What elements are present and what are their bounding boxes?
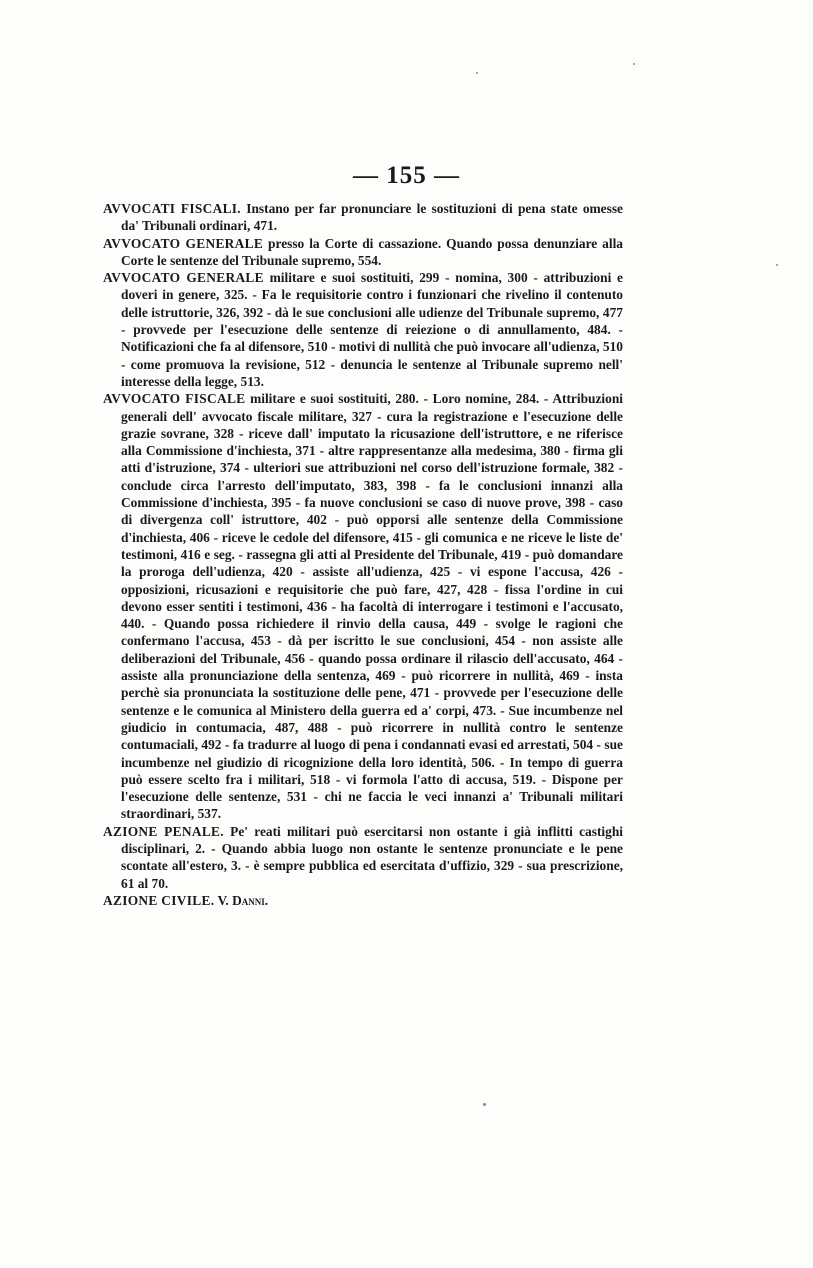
entry-cross-reference: Danni.: [232, 892, 269, 908]
paper-speck: [633, 63, 635, 65]
entry-headword: AVVOCATO FISCALE: [103, 391, 246, 407]
entry-text: militare e suoi sostituiti, 299 - nomina, 300 - attribuzioni e doveri in genere, 325. - Fa le requisitorie contro i funzionari che rivelino il contenuto delle istruttorie, 326, 392 - dà le sue conclusioni alle udienze del Tribunale supremo, 477 - provvede per l'esecuzione delle sentenze di reiezione o di annullamento, 484. - Notificazioni che fa al difensore, 510 - motivi di nullità che può invocare all'udienza, 510 - come promuova la revisione, 512 - denuncia le sentenze al Tribunale supremo nell' interesse della legge, 513.: [121, 270, 623, 389]
entry-headword: AVVOCATO GENERALE: [103, 270, 264, 286]
entry-text: militare e suoi sostituiti, 280. - Loro nomine, 284. - Attribuzioni generali dell' avvocato fiscale militare, 327 - cura la registrazione e l'esecuzione delle grazie sovrane, 328 - riceve dall' imputato la ricusazione dell'istruttore, e ne riferisce alla Commissione d'inchiesta, 371 - altre rappresentanze alla medesima, 380 - firma gli atti d'istruzione, 374 - ulteriori sue attribuzioni nel corso dell'istruzione formale, 382 - conclude circa l'arresto dell'imputato, 383, 398 - fa le conclusioni innanzi alla Commissione d'inchiesta, 395 - fa nuove conclusioni se caso di nuove prove, 398 - caso di divergenza coll' istruttore, 402 - può opporsi alle sentenze della Commissione d'inchiesta, 406 - riceve le cedole del difensore, 415 - gli comunica e ne riceve le liste de' testimoni, 416 e seg. - rassegna gli atti al Presidente del Tribunale, 419 - può domandare la proroga dell'udienza, 420 - assiste all'udienza, 425 - vi espone l'accusa, 426 - opposizioni, ricusazioni e requisitorie che può fare, 427, 428 - fissa l'ordine in cui devono esser sentiti i testimoni, 436 - ha facoltà di interrogare i testimoni e l'accusato, 440. - Quando possa richiedere il rinvio della causa, 449 - svolge le ragioni che confermano l'accusa, 453 - dà per iscritto le sue conclusioni, 454 - non assiste alle deliberazioni del Tribunale, 456 - quando possa ordinare il rilascio dell'accusato, 464 - assiste alla pronunciazione della sentenza, 469 - può ricorrere in nullità, 469 - insta perchè sia pronunciata la sostituzione delle pene, 471 - provvede per l'esecuzione delle sentenze e le comunica al Ministero della guerra ed a' corpi, 473. - Sue incumbenze nel giudicio in contumacia, 487, 488 - può ricorrere in nullità contro le sentenze contumaciali, 492 - fa tradurre al luogo di pena i condannati evasi ed arrestati, 504 - sue incumbenze nel giudizio di ricognizione della loro identità, 506. - In tempo di guerra può essere scelto fra i militari, 518 - vi formola l'atto di accusa, 519. - Dispone per l'esecuzione delle sentenze, 531 - chi ne faccia le veci innanzi a' Tribunali militari straordinari, 537.: [121, 391, 623, 822]
entry-headword: AVVOCATO GENERALE: [103, 235, 264, 251]
entry-headword: AZIONE PENALE.: [103, 823, 224, 839]
index-entry-avvocato-fiscale: [103, 390, 623, 822]
entry-text: V.: [214, 892, 233, 908]
paper-speck: [483, 1103, 486, 1106]
entry-text: presso la Corte di cassazione. Quando possa denunziare alla Corte le sentenze del Tribunale supremo, 554.: [121, 235, 623, 268]
page-number: — 155 —: [353, 162, 460, 189]
entry-headword: AZIONE CIVILE.: [103, 892, 215, 908]
index-entries: [103, 200, 623, 909]
index-entry-azione-penale: [103, 823, 623, 892]
index-entry-avvocato-generale-cassazione: [103, 235, 623, 270]
index-entry-azione-civile: [103, 892, 623, 909]
entry-text: Instano per far pronunciare le sostituzioni di pena state omesse da' Tribunali ordinari, 471.: [121, 201, 623, 234]
paper-speck: [776, 264, 778, 266]
index-entry-avvocato-generale-militare: [103, 269, 623, 390]
entry-headword: AVVOCATI FISCALI.: [103, 201, 241, 216]
paper-speck: [476, 72, 478, 74]
entry-text: Pe' reati militari può esercitarsi non ostante i già inflitti castighi disciplinari, 2. - Quando abbia luogo non ostante le sentenze pronunciate e le pene scontate all'estero, 3. - è sempre pubblica ed esercitata d'uffizio, 329 - sua prescrizione, 61 al 70.: [121, 823, 623, 891]
index-entry-avvocati-fiscali: [103, 200, 623, 235]
